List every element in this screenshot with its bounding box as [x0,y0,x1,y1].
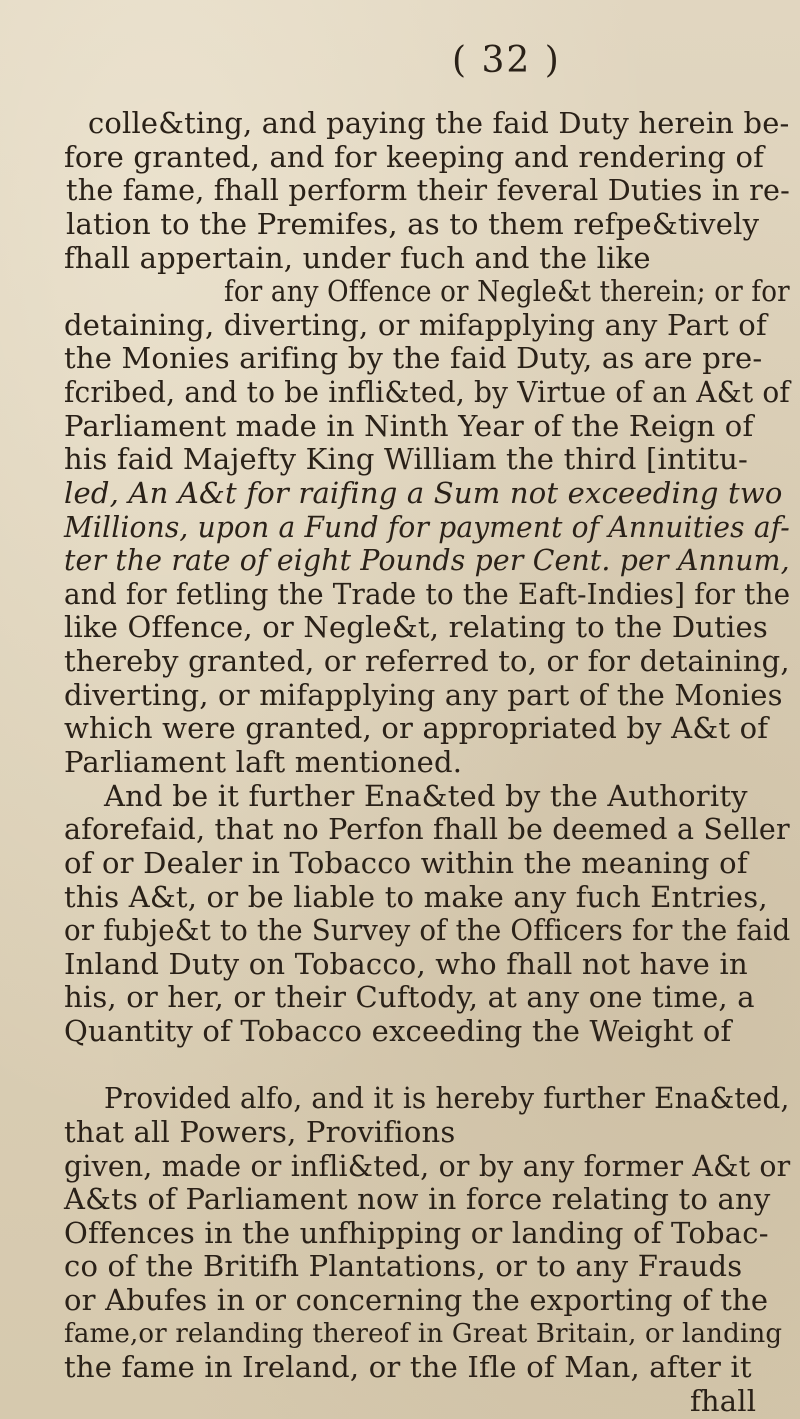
text-line: co of the Britifh Plantations, or to any Frauds [64,1249,743,1284]
text-line: fore granted, and for keeping and rendering of [64,139,765,174]
text-line: fcribed, and to be infli&ted, by Virtue of an A&t of [64,375,790,410]
page-number: ( 32 ) [452,40,561,81]
text-line: given, made or infli&ted, or by any former A&t or [64,1148,791,1183]
text-line: Offences in the unfhipping or landing of Tobac- [64,1215,769,1250]
text-line: colle&ting, and paying the faid Duty herein be- [88,106,790,140]
text-line: detaining, diverting, or mifapplying any Part of [64,307,767,342]
text-line: this A&t, or be liable to make any fuch Entries, [64,879,768,914]
text-line: fhall appertain, under fuch and the like [64,240,651,275]
text-line: that all Powers, Provifions [64,1114,456,1149]
text-line: Provided alfo, and it is hereby further Ena&ted, [104,1081,790,1116]
text-line: A&ts of Parliament now in force relating to any [64,1182,771,1217]
text-line: his faid Majefty King William the third [intitu- [64,442,748,477]
text-line: like Offence, or Negle&t, relating to the Duties [64,610,768,645]
text-line: which were granted, or appropriated by A&t of [64,711,769,746]
text-line: Millions, upon a Fund for payment of Annuities af- [64,509,790,544]
text-line: Parliament laft mentioned. [64,745,463,779]
text-line: fame,or relanding thereof in Great Britain, or landing [64,1318,783,1349]
text-line: the fame, fhall perform their feveral Duties in re- [66,173,790,208]
text-line: his, or her, or their Cuftody, at any one time, a [64,980,755,1015]
text-line: Parliament made in Ninth Year of the Reign of [64,408,754,443]
text-line: for any Offence or Negle&t therein; or for [224,274,790,309]
text-line: or Abufes in or concerning the exporting of the [64,1283,769,1318]
text-line: ter the rate of eight Pounds per Cent. per Annum, [64,543,790,578]
text-line: or fubje&t to the Survey of the Officers for the faid [64,913,791,948]
text-line: aforefaid, that no Perfon fhall be deemed a Seller [64,812,790,847]
text-line: the fame in Ireland, or the Ifle of Man, after it [64,1350,752,1385]
text-line: and for fetling the Trade to the Eaft-Indies] for the [64,576,791,611]
text-line: Inland Duty on Tobacco, who fhall not have in [64,946,748,981]
text-line: lation to the Premifes, as to them refpe&tively [66,206,760,241]
text-line: diverting, or mifapplying any part of the Monies [64,677,783,712]
text-line: led, An A&t for raifing a Sum not exceeding two [64,475,783,510]
text-line: Quantity of Tobacco exceeding the Weight of [64,1014,732,1049]
text-line: fhall [690,1384,757,1418]
text-line: the Monies arifing by the faid Duty, as are pre- [64,341,763,376]
text-line: And be it further Ena&ted by the Authority [104,778,748,813]
text-line: thereby granted, or referred to, or for detaining, [64,644,790,679]
text-line: of or Dealer in Tobacco within the meaning of [64,845,748,880]
